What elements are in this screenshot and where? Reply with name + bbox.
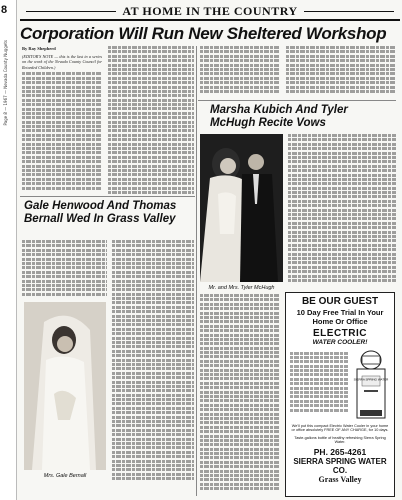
side-strip-text: Page 8 — 1967 — Nevada County Nuggets xyxy=(3,40,8,126)
wedding1-photo xyxy=(24,302,106,470)
section-header xyxy=(20,3,400,21)
cooler-label: SIERRA SPRING WATER xyxy=(353,377,389,381)
ad-free-trial: 10 Day Free Trial In Your Home Or Office xyxy=(296,308,384,326)
ad-fine-print: We'll put this compact Electric Water Cooler in your home or office absolutely FREE OF ANY CHARGE, for 10 days. xyxy=(291,423,389,433)
ad-body xyxy=(290,350,390,420)
ad-town: Grass Valley xyxy=(318,474,362,484)
ad-phone: PH. 265-4261 xyxy=(313,446,367,457)
wedding2-body-lines-2 xyxy=(288,134,396,282)
divider-right-top xyxy=(198,100,396,101)
ad-text-lines xyxy=(290,350,348,420)
lead-column-4 xyxy=(286,46,396,96)
lead-body-lines-1 xyxy=(22,72,102,189)
wedding1-body-lines-1 xyxy=(22,240,107,296)
ad-electric: ELECTRIC xyxy=(313,328,367,339)
lead-body-lines-4 xyxy=(286,46,396,93)
lead-body-lines-3 xyxy=(200,46,280,93)
ad-water-cooler: WATER COOLER! xyxy=(312,339,368,346)
section-title: AT HOME IN THE COUNTRY xyxy=(122,3,298,18)
wedding1-column-1 xyxy=(22,240,107,300)
wedding2-photo xyxy=(200,134,283,282)
water-cooler-icon xyxy=(352,350,390,420)
header-rule-left xyxy=(26,11,116,12)
wedding1-caption: Mrs. Gale Bernall xyxy=(43,473,87,479)
header-rule-right xyxy=(304,11,394,12)
lead-column-2 xyxy=(108,46,194,194)
lead-column-1 xyxy=(22,46,102,194)
wedding2-column-1 xyxy=(200,294,280,494)
couple-photo-graphic xyxy=(200,134,283,282)
bride-photo-graphic xyxy=(24,302,106,470)
column-divider xyxy=(196,46,197,496)
wedding1-column-2 xyxy=(112,240,194,496)
wedding1-headline: Gale Henwood And Thomas Bernall Wed In Grass Valley xyxy=(24,200,177,225)
wedding2-headline: Marsha Kubich And Tyler McHugh Recite Vows xyxy=(210,104,348,129)
wedding1-body-lines-2 xyxy=(112,240,194,480)
editor-note: (EDITOR'S NOTE — this is the last in a series on the work of the Nevada County Council for Retarded Children.) xyxy=(22,53,102,70)
wedding2-body-lines-1 xyxy=(200,294,280,490)
wedding2-caption: Mr. and Mrs. Tyler McHugh xyxy=(208,285,275,291)
water-cooler-ad xyxy=(285,292,395,497)
side-strip xyxy=(0,0,17,500)
ad-company: SIERRA SPRING WATER CO. xyxy=(293,456,387,475)
lead-headline: Corporation Will Run New Sheltered Workshop xyxy=(20,24,387,43)
ad-be-our-guest: BE OUR GUEST xyxy=(301,296,379,307)
lead-body-lines-2 xyxy=(108,46,194,194)
divider-left-mid xyxy=(20,196,195,197)
wedding2-column-2 xyxy=(288,134,396,289)
lead-column-3 xyxy=(200,46,280,96)
ad-taste: Taste-gallons bottle of healthy refreshing Sierra Spring Water. xyxy=(294,435,386,445)
lead-byline: By Ray Shepherd xyxy=(22,46,56,51)
page-number: 8 xyxy=(1,4,8,16)
